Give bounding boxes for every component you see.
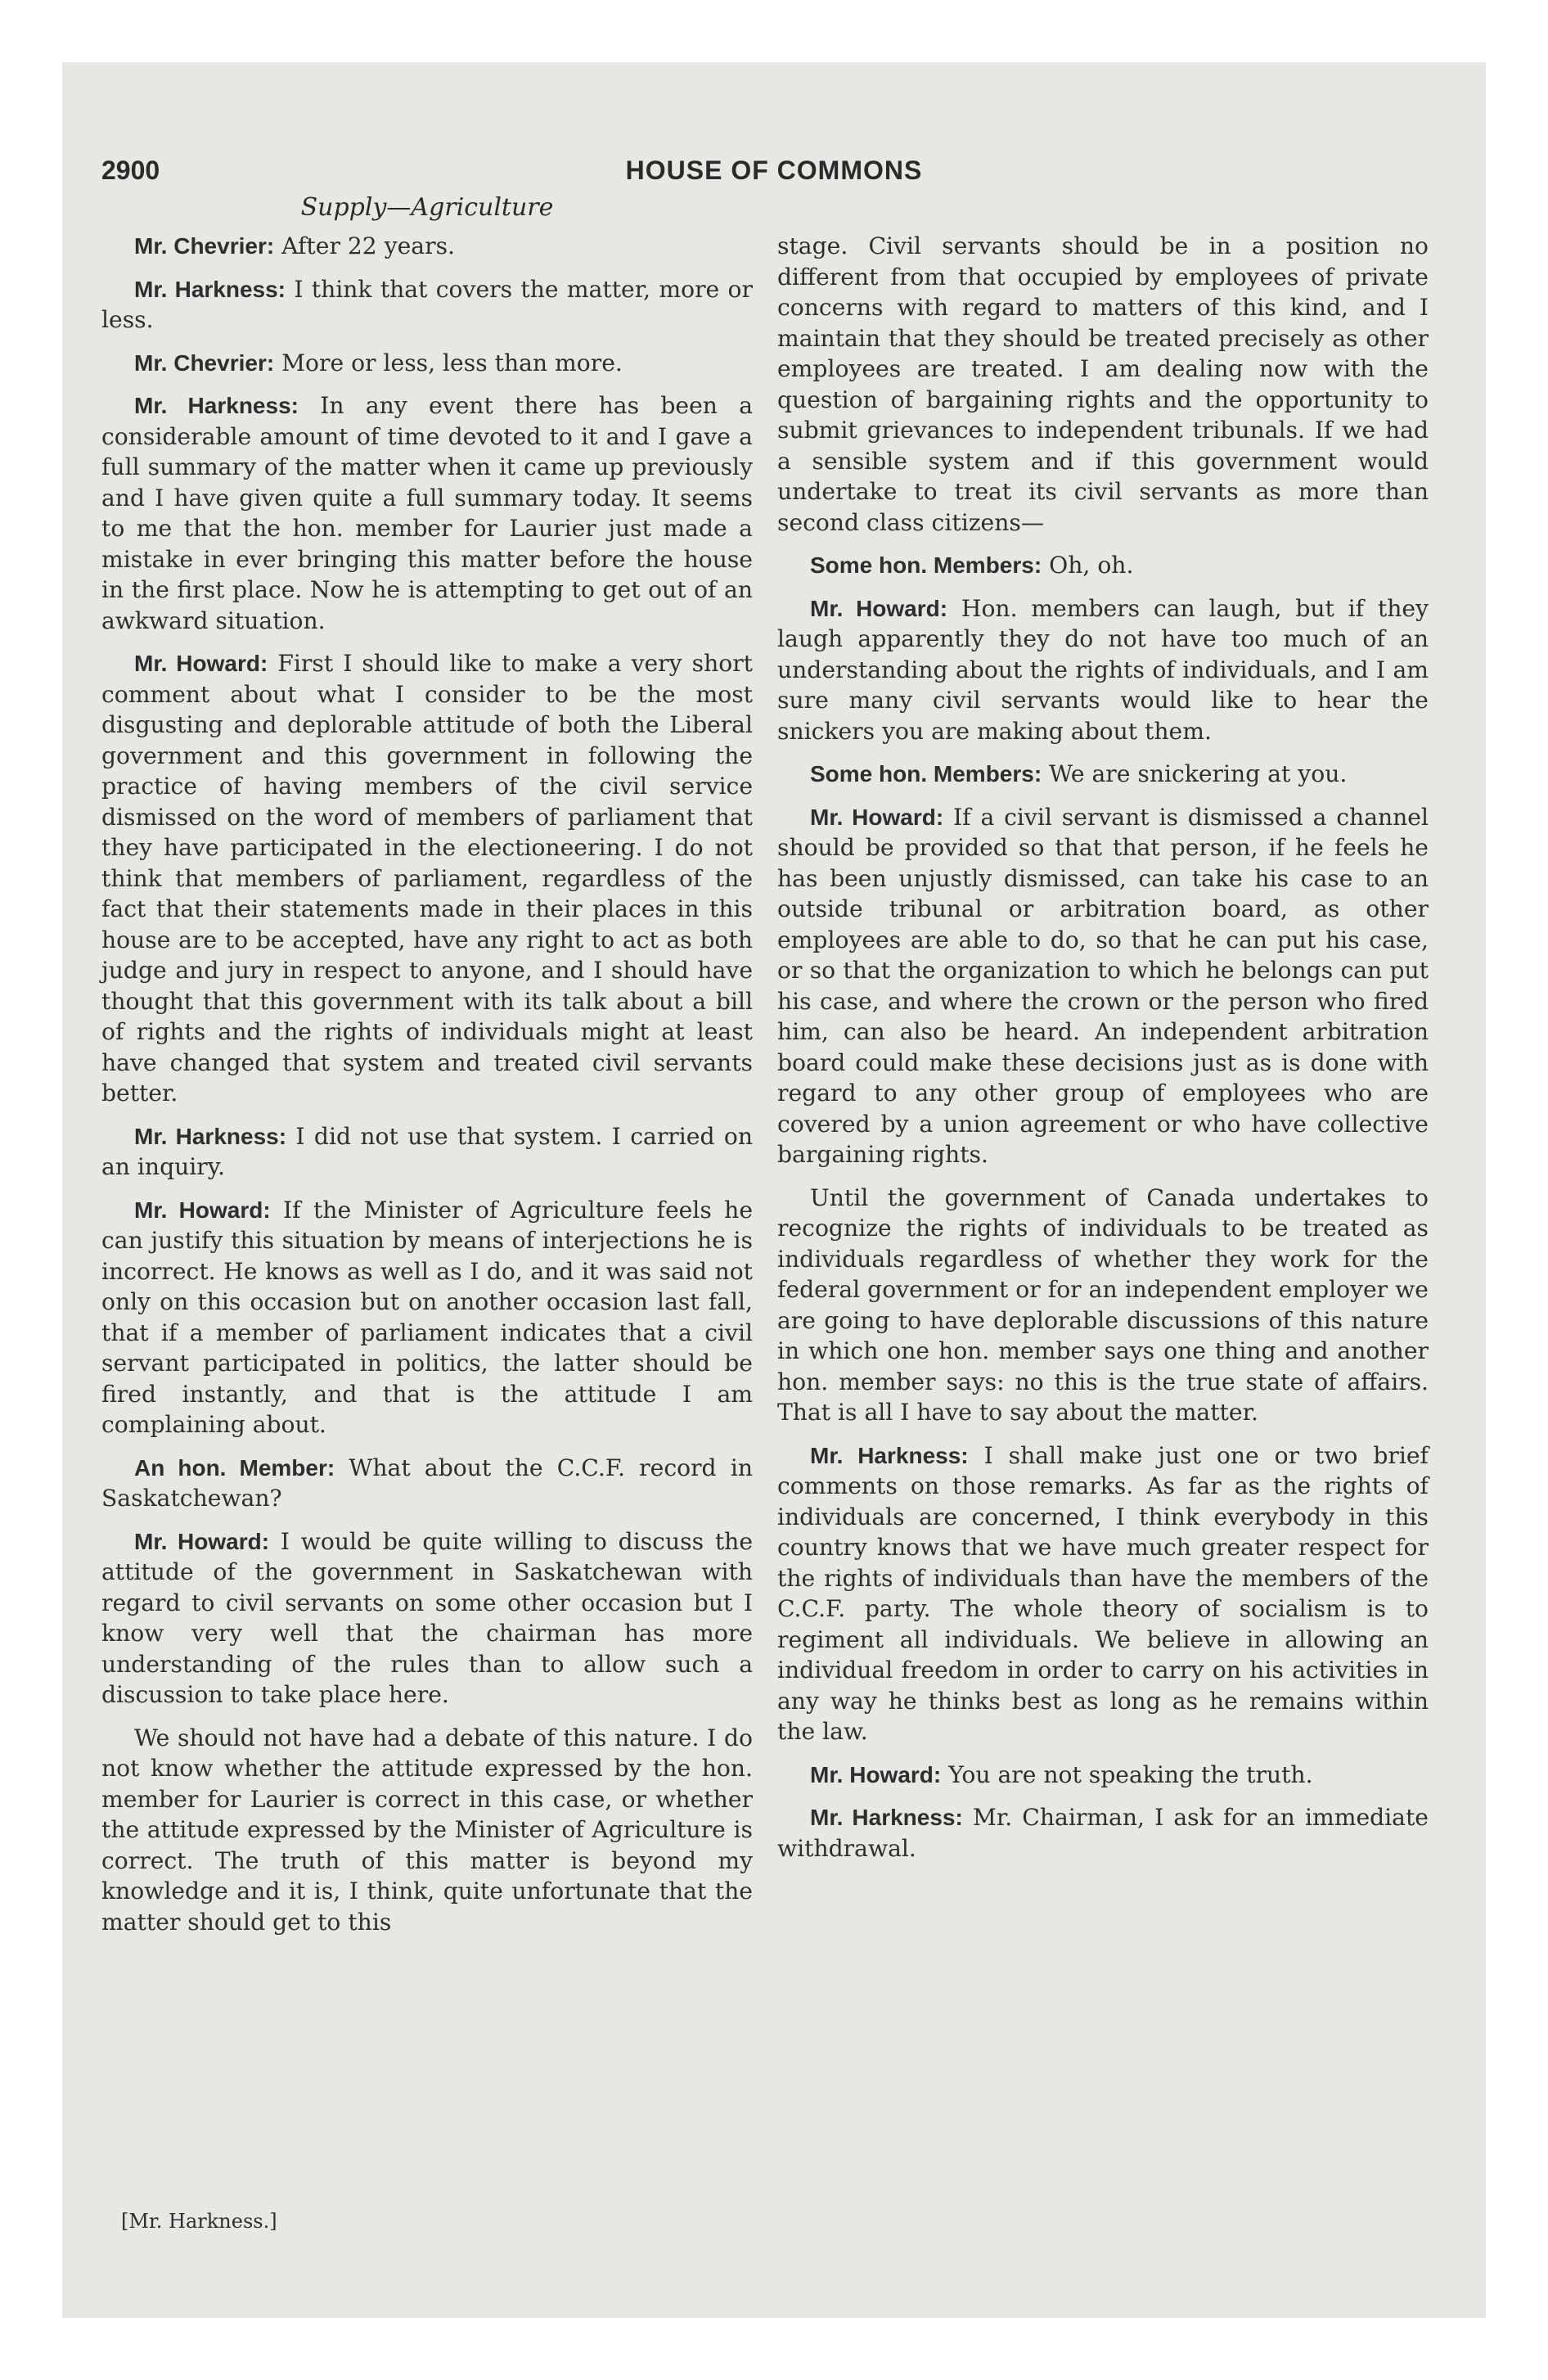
speech-text: Oh, oh. bbox=[1049, 552, 1134, 579]
speech-text: If a civil servant is dismissed a channel should be provided so that that person, if he feels he has been unjustly dismissed, can take his case to an outside tribunal or arbitration board, as other employees are able to do, so that he can put his case, or so that the organization to which he belongs can put his case, and where the crown or the person who fired him, can also be heard. An independent arbitration board could make these decisions just as is done with regard to any other group of employees who are covered by a union agreement or who have collective bargaining rights. bbox=[777, 803, 1429, 1168]
speaker-name: Mr. Chevrier: bbox=[134, 233, 275, 259]
paragraph bbox=[777, 1802, 1429, 1864]
footer-speaker-note: [Mr. Harkness.] bbox=[121, 2210, 277, 2233]
speaker-name: Some hon. Members: bbox=[810, 761, 1042, 787]
speech-text: We are snickering at you. bbox=[1049, 760, 1348, 787]
paragraph bbox=[101, 274, 753, 336]
paragraph bbox=[777, 759, 1429, 790]
paragraph bbox=[101, 1526, 753, 1711]
paragraph bbox=[777, 802, 1429, 1170]
paragraph bbox=[101, 1195, 753, 1440]
section-heading: Supply—Agriculture bbox=[300, 193, 554, 222]
speech-text: I think that covers the matter, more or less. bbox=[101, 275, 754, 333]
paragraph bbox=[777, 1183, 1429, 1428]
speech-text: After 22 years. bbox=[281, 232, 456, 259]
speech-text: Until the government of Canada undertakes to recognize the rights of individuals to be treated as individuals regardless of whether they work for the federal government or for an independent employer we are going to have deplorable discussions of this nature in which one hon. member says one thing and another hon. member says: no this is the true state of affairs. That is all I have to say about the matter. bbox=[777, 1183, 1429, 1426]
left-column bbox=[101, 231, 753, 1950]
speech-text: First I should like to make a very short comment about what I consider to be the most disgusting and deplorable attitude of both the Liberal government and this government in following the practice of having members of the civil service dismissed on the word of members of parliament that they have participated in the electioneering. I do not think that members of parliament, regardless of the fact that their statements made in their places in this house are to be accepted, have any right to act as both judge and jury in respect to anyone, and I should have thought that this government with its talk about a bill of rights and the rights of individuals might at least have changed that system and treated civil servants better. bbox=[101, 650, 754, 1107]
paragraph bbox=[101, 348, 753, 379]
speaker-name: Mr. Harkness: bbox=[810, 1442, 969, 1468]
paragraph bbox=[101, 231, 753, 262]
paragraph bbox=[101, 648, 753, 1109]
paragraph bbox=[101, 1723, 753, 1938]
speech-text: Hon. members can laugh, but if they laugh apparently they do not have too much of an understanding about the rights of individuals, and I am sure many civil servants would like to hear the snickers you are making about them. bbox=[777, 594, 1429, 745]
running-title: HOUSE OF COMMONS bbox=[625, 156, 923, 185]
right-column bbox=[777, 231, 1429, 1876]
speech-text: I would be quite willing to discuss the attitude of the government in Saskatchewan with regard to civil servants on some other occasion but I know very well that the chairman has more understanding of the rules than to allow such a discussion to take place here. bbox=[101, 1527, 753, 1708]
speech-text: In any event there has been a considerable amount of time devoted to it and I gave a full summary of the matter when it came up previously and I have given quite a full summary today. It seems to me that the hon. member for Laurier just made a mistake in ever bringing this matter before the house in the first place. Now he is attempting to get out of an awkward situation. bbox=[101, 392, 754, 634]
speaker-name: Mr. Howard: bbox=[134, 1197, 271, 1223]
speaker-name: Mr. Howard: bbox=[810, 595, 948, 621]
speech-text: What about the C.C.F. record in Saskatchewan? bbox=[101, 1454, 753, 1512]
speaker-name: Mr. Harkness: bbox=[134, 393, 299, 418]
paragraph bbox=[777, 550, 1429, 581]
paragraph bbox=[101, 1121, 753, 1183]
page-number: 2900 bbox=[101, 156, 160, 185]
speaker-name: Mr. Harkness: bbox=[810, 1805, 963, 1830]
speech-text: stage. Civil servants should be in a position no different from that occupied by employees of private concerns with regard to matters of this kind, and I maintain that they should be treated precisely as other employees are treated. I am dealing now with the question of bargaining rights and the opportunity to submit grievances to independent tribunals. If we had a sensible system and if this government would undertake to treat its civil servants as more than second class citizens— bbox=[777, 232, 1429, 536]
speaker-name: Mr. Howard: bbox=[134, 1528, 270, 1554]
speaker-name: An hon. Member: bbox=[134, 1454, 335, 1481]
speech-text: I did not use that system. I carried on an inquiry. bbox=[101, 1122, 754, 1180]
paragraph bbox=[777, 1440, 1429, 1747]
paragraph bbox=[777, 231, 1429, 538]
speech-text: We should not have had a debate of this nature. I do not know whether the attitude expressed by the hon. member for Laurier is correct in this case, or whether the attitude expressed by the Minister of Agriculture is correct. The truth of this matter is beyond my knowledge and it is, I think, quite unfortunate that the matter should get to this bbox=[101, 1724, 753, 1936]
speaker-name: Mr. Harkness: bbox=[134, 276, 286, 302]
speaker-name: Some hon. Members: bbox=[810, 552, 1042, 578]
speech-text: More or less, less than more. bbox=[281, 349, 623, 376]
speech-text: You are not speaking the truth. bbox=[948, 1760, 1313, 1788]
paragraph bbox=[101, 390, 753, 636]
paragraph bbox=[777, 593, 1429, 747]
speaker-name: Mr. Harkness: bbox=[134, 1123, 287, 1149]
speech-text: I shall make just one or two brief comments on those remarks. As far as the rights of individuals are concerned, I think everybody in this country knows that we have much greater respect for the rights of individuals than have the members of the C.C.F. party. The whole theory of socialism is to regiment all individuals. We believe in allowing an individual freedom in order to carry on his activities in any way he thinks best as long as he remains within the law. bbox=[777, 1441, 1429, 1745]
speaker-name: Mr. Chevrier: bbox=[134, 349, 275, 376]
speaker-name: Mr. Howard: bbox=[134, 651, 268, 676]
paragraph bbox=[777, 1760, 1429, 1791]
paragraph bbox=[101, 1453, 753, 1514]
speaker-name: Mr. Howard: bbox=[810, 804, 944, 830]
speech-text: If the Minister of Agriculture feels he can justify this situation by means of interjections he is incorrect. He knows as well as I do, and it was said not only on this occasion but on another occasion last fall, that if a member of parliament indicates that a civil servant participated in politics, the latter should be fired instantly, and that is the attitude I am complaining about. bbox=[101, 1196, 753, 1438]
speech-text: Mr. Chairman, I ask for an immediate withdrawal. bbox=[777, 1804, 1429, 1862]
speaker-name: Mr. Howard: bbox=[810, 1761, 942, 1787]
